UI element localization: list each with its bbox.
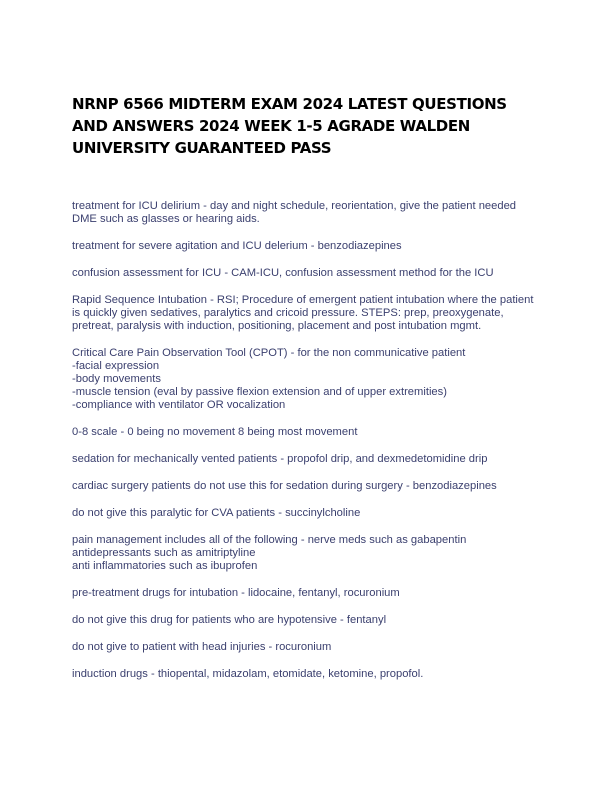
paragraph-cva-paralytic: do not give this paralytic for CVA patients - succinylcholine: [72, 507, 361, 519]
document-body: [72, 200, 542, 695]
paragraph-cardiac-surgery: cardiac surgery patients do not use this for sedation during surgery - benzodiazepines: [72, 480, 497, 492]
paragraph-icu-delirium-treatment: treatment for ICU delirium - day and night schedule, reorientation, give the patient needed DME such as glasses or hearing aids.: [72, 200, 517, 225]
paragraph-severe-agitation: treatment for severe agitation and ICU delerium - benzodiazepines: [72, 240, 402, 252]
paragraph-movement-scale: 0-8 scale - 0 being no movement 8 being most movement: [72, 426, 358, 438]
paragraph-confusion-assessment: confusion assessment for ICU - CAM-ICU, confusion assessment method for the ICU: [72, 267, 494, 279]
document-title: NRNP 6566 MIDTERM EXAM 2024 LATEST QUESTIONS AND ANSWERS 2024 WEEK 1-5 AGRADE WALDEN UNIVERSITY GUARANTEED PASS: [72, 95, 507, 157]
paragraph-pretreatment-drugs: pre-treatment drugs for intubation - lidocaine, fentanyl, rocuronium: [72, 587, 400, 599]
paragraph-rapid-sequence-intubation: Rapid Sequence Intubation - RSI; Procedure of emergent patient intubation where the patient is quickly given sedatives, paralytics and cricoid pressure. STEPS: prep, preoxygenate, pretreat, paralysis with induction, positioning, placement and post intubation mgmt.: [72, 294, 534, 332]
paragraph-head-injuries: do not give to patient with head injuries - rocuronium: [72, 641, 332, 653]
paragraph-pain-management: pain management includes all of the following - nerve meds such as gabapentin antidepressants such as amitriptyline anti inflammatories such as ibuprofen: [72, 534, 467, 572]
paragraph-hypotensive: do not give this drug for patients who are hypotensive - fentanyl: [72, 614, 387, 626]
paragraph-cpot: Critical Care Pain Observation Tool (CPOT) - for the non communicative patient -facial expression -body movements -muscle tension (eval by passive flexion extension and of upper extremities) -compliance with ventilator OR vocalization: [72, 347, 466, 411]
paragraph-sedation-vented: sedation for mechanically vented patients - propofol drip, and dexmedetomidine drip: [72, 453, 488, 465]
paragraph-induction-drugs: induction drugs - thiopental, midazolam, etomidate, ketomine, propofol.: [72, 668, 424, 680]
